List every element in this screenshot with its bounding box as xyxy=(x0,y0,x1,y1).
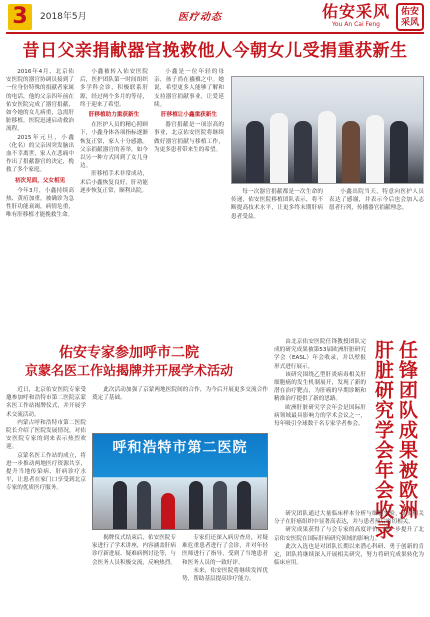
person-figure xyxy=(213,481,227,529)
paragraph: 肝移植手术非常成功，术后小鑫恢复良好，肝功能逐步恢复正常，顺利出院。 xyxy=(80,171,148,194)
paragraph: 此次入选也是对团队长期以来潜心科研、勇于创新的肯定，团队将继续深入开展相关研究，努力将研究成果转化为临床应用。 xyxy=(274,543,424,567)
article3-column-2 xyxy=(274,510,424,614)
paragraph: 内蒙古呼和浩特市第二医院院长介绍了医院发展情况，对佑安医院专家的到来表示热烈欢迎。 xyxy=(6,419,86,451)
paragraph: 该研究围绕乙型肝炎病毒相关肝细胞癌的发生机制展开，发现了新的潜在治疗靶点，为肝癌的早期诊断和精准治疗提供了新的思路。 xyxy=(274,371,366,403)
article1-headline: 昔日父亲捐献器官挽救他人今朝女儿受捐重获新生 xyxy=(22,41,408,61)
article1-column-4 xyxy=(231,188,323,328)
banner-text: 呼和浩特市第二医院 xyxy=(112,440,248,456)
paragraph: 揭牌仪式结束后，佑安医院专家进行了学术讲座，内容涵盖肝病诊疗新进展、疑难病例讨论等，与会医务人员积极交流，反响热烈。 xyxy=(92,535,176,566)
article1-column-2 xyxy=(80,68,148,328)
page-number: 3 xyxy=(8,4,32,30)
section-name: 医疗动态 xyxy=(178,12,222,23)
person-figure xyxy=(237,481,251,529)
article1-photo-group xyxy=(231,76,424,184)
header-divider xyxy=(6,32,424,34)
article2-headline-line1: 佑安专家参加呼市二院 xyxy=(59,345,199,361)
issue-date: 2018年5月 xyxy=(40,12,87,22)
person-figure xyxy=(366,115,384,183)
article3-headline-1: 任锋团队成果被欧洲 xyxy=(396,340,418,520)
person-figure xyxy=(294,121,312,183)
paragraph: 研究成果获得了与会专家的高度评价，进一步提升了北京佑安医院在国际肝病研究领域的影响力。 xyxy=(274,527,424,542)
ribbon xyxy=(161,493,175,529)
paragraph: 由北京佑安医院任锋教授团队完成的研究成果被第53届欧洲肝脏研究学会（EASL）年会收录，并以壁报形式进行展示。 xyxy=(274,339,366,370)
masthead-title: 佑安采风 xyxy=(321,2,390,21)
article1-column-3 xyxy=(154,68,224,328)
paragraph: 研究团队通过大量临床样本分析与细胞实验，证实相关分子在肝癌组织中显著高表达，并与患者预后密切相关。 xyxy=(274,511,424,526)
paragraph: 欧洲肝脏研究学会年会是国际肝病领域最具影响力的学术会议之一，每年吸引全球数千名专家学者参会。 xyxy=(274,404,366,428)
paragraph: 专家们还深入病房查房，对疑难危重患者进行了会诊，并对年轻医师进行了指导，受到了当地患者和医务人员的一致好评。 xyxy=(182,535,268,566)
person-figure xyxy=(189,481,203,529)
article1-column-1 xyxy=(6,68,74,328)
paragraph: 器官捐献是一项崇高的事业，北京佑安医院将继续做好器官捐献与移植工作，为更多患者带来生的希望。 xyxy=(154,122,224,153)
paragraph: 2016年4月，北京佑安医院的器官协调员接到了一位身份特殊的捐献者家属的电话，他的父亲四年前在佑安医院完成了器官捐献，如今她的女儿病重，急需肝脏移植。医院迅速启动救治流程。 xyxy=(6,69,74,133)
article2-column-3 xyxy=(182,534,268,614)
article2-photo-ceremony xyxy=(92,433,268,530)
article2-column-2 xyxy=(92,534,176,614)
person-figure xyxy=(390,121,408,183)
article1-subhead-3: 肝移植让小鑫重获新生 xyxy=(161,112,217,119)
hospital-seal-logo: 佑安采风 xyxy=(396,3,424,31)
paragraph: 近日，北京佑安医院专家受邀参加呼和浩特市第二医院京蒙名医工作站揭牌仪式，并开展学术交流活动。 xyxy=(6,387,86,418)
person-figure xyxy=(137,481,151,529)
article1-column-5 xyxy=(329,188,424,328)
article1-subhead-2: 肝移植助力重获新生 xyxy=(88,112,140,119)
person-figure xyxy=(342,121,360,183)
person-figure xyxy=(270,113,288,183)
paragraph: 今年3月，小鑫持续高热、黄疸加重，被确诊为急性肝功能衰竭，病情危重，唯有肝移植才能挽救生命。 xyxy=(6,187,74,219)
masthead-subtitle: You An Cai Feng xyxy=(332,21,380,28)
masthead xyxy=(322,3,390,28)
person-figure xyxy=(318,111,336,183)
paragraph: 在医护人员的精心照顾下，小鑫身体各项指标逐渐恢复正常，家人十分感激。父亲捐献器官的善举，如今以另一种方式回到了女儿身边。 xyxy=(80,122,148,170)
paragraph: 2015年元旦，小鑫（化名）的父亲因突发脑出血不幸离世，家人在悲痛中作出了捐献器官的决定，挽救了多个家庭。 xyxy=(6,134,74,174)
article2-headline-line2: 京蒙名医工作站揭牌并开展学术活动 xyxy=(24,364,233,379)
paragraph: 小鑫是一位年轻的母亲，孩子尚在襁褓之中。她说，希望更多人能够了解和支持器官捐献事业，让爱延续。 xyxy=(154,69,224,108)
paragraph: 小鑫被转入佑安医院后，医护团队第一时间组织多学科会诊，积极联系肝源，经过两个多月的等待，终于迎来了希望。 xyxy=(80,69,148,108)
article2-intro xyxy=(92,386,268,430)
person-figure xyxy=(246,121,264,183)
person-figure xyxy=(113,481,127,529)
paragraph: 京蒙名医工作站的成立，将进一步推动两地医疗资源共享，提升当地传染病、肝病诊疗水平，让患者在家门口享受到北京专家的优质医疗服务。 xyxy=(6,452,86,492)
paragraph: 未来，佑安医院将继续发挥优势，帮助基层提高诊疗能力。 xyxy=(182,567,268,583)
paragraph: 小鑫出院当天，特意向医护人员表达了感谢，并表示今后也会加入志愿者行列，传播器官捐献理念。 xyxy=(329,189,424,212)
paragraph: 每一次器官捐献都是一次生命的传递，佑安医院移植团队表示，将不断提高技术水平，让更多终末期肝病患者受益。 xyxy=(231,189,323,220)
page-header xyxy=(0,0,430,34)
paragraph: 此次活动加强了京蒙两地医院间的合作，为今后开展更多交流合作奠定了基础。 xyxy=(92,387,268,402)
article1-subhead-1: 初次见面，父女相见 xyxy=(14,177,66,184)
article3-headline-2: 肝脏研究学会年会收录 xyxy=(372,340,394,540)
article2-column-1 xyxy=(6,386,86,614)
